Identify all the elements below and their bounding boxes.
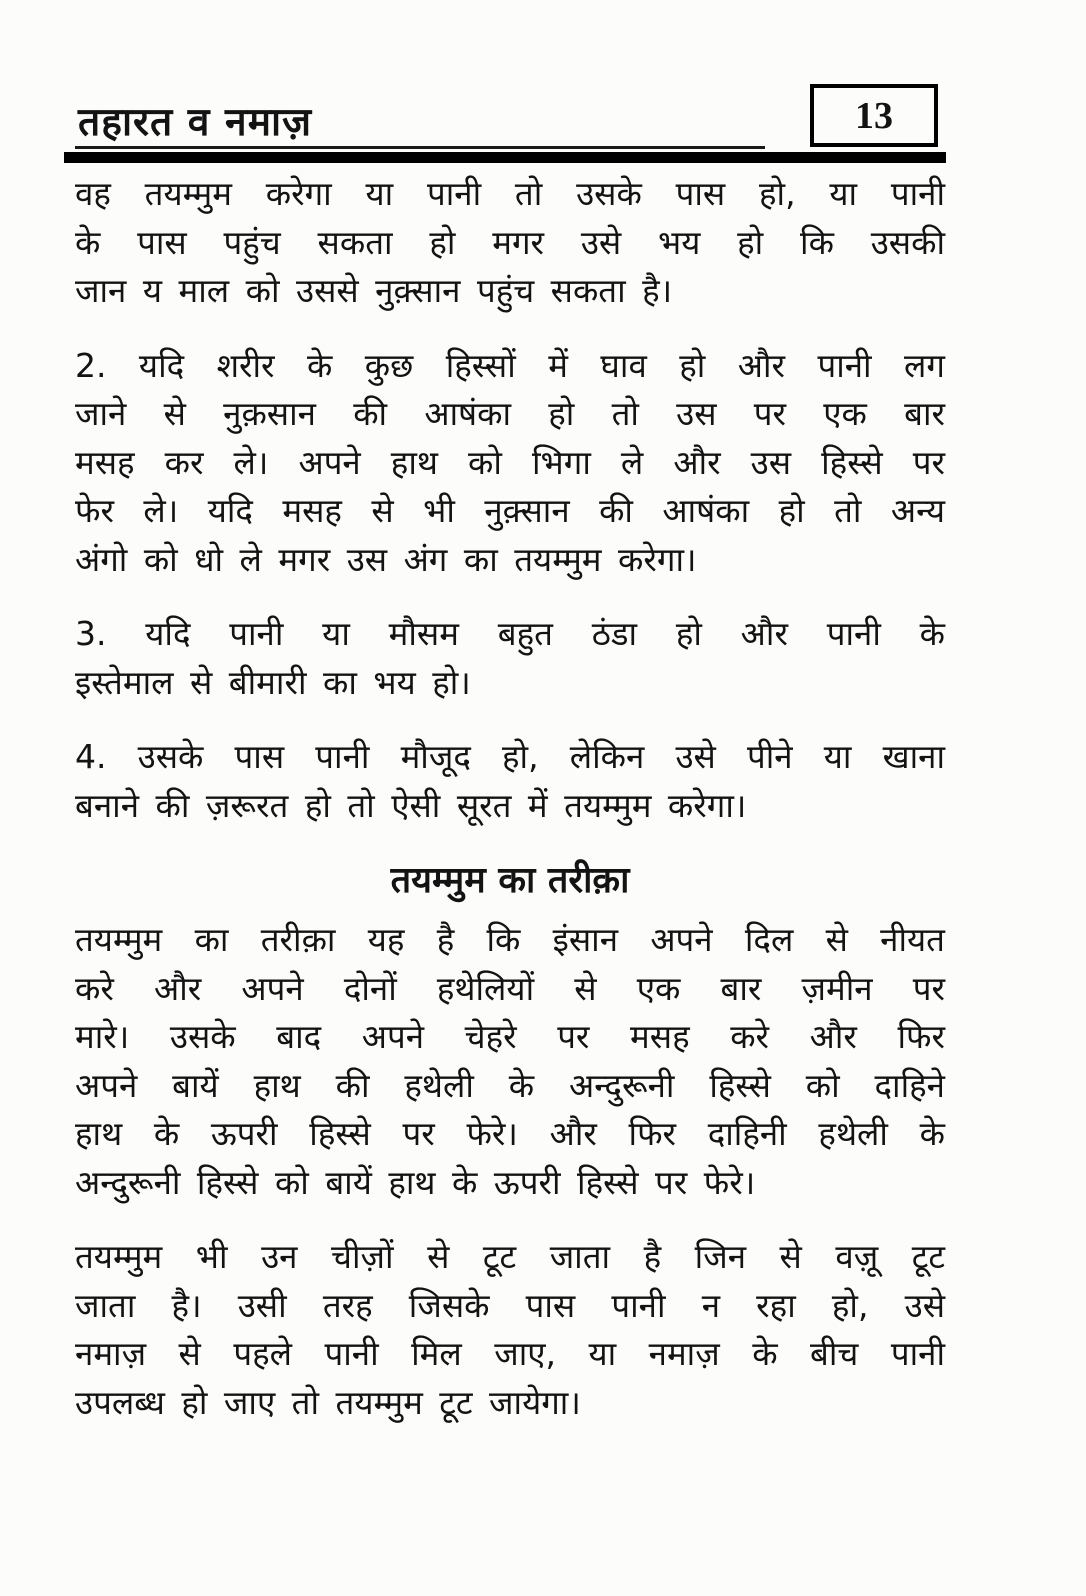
- text-line: बनाने की ज़रूरत हो तो ऐसी सूरत में तयम्मुम करेगा।: [75, 785, 747, 825]
- text-line: वह तयम्मुम करेगा या पानी तो उसके पास हो, या पानी: [75, 174, 945, 213]
- text-line: करे और अपने दोनों हथेलियों से एक बार ज़मीन पर: [75, 968, 945, 1008]
- text-line: के पास पहुंच सकता हो मगर उसे भय हो कि उसकी: [75, 222, 945, 262]
- text-line: इस्तेमाल से बीमारी का भय हो।: [75, 662, 471, 702]
- text-line: हाथ के ऊपरी हिस्से पर फेरे। और फिर दाहिनी हथेली के: [75, 1114, 945, 1153]
- text-line: तयम्मुम भी उन चीज़ों से टूट जाता है जिन से वज़ू टूट: [75, 1237, 945, 1276]
- paragraph: [75, 170, 945, 316]
- page-body: [75, 170, 945, 1453]
- text-line: जान य माल को उससे नुक़्सान पहुंच सकता है।: [75, 271, 673, 310]
- text-line: फेर ले। यदि मसह से भी नुक़्सान की आषंका हो तो अन्य: [75, 491, 945, 530]
- page-title: तहारत व नमाज़: [78, 100, 313, 145]
- text-line: जाने से नुक़सान की आषंका हो तो उस पर एक बार: [75, 394, 945, 433]
- paragraph: [75, 610, 945, 707]
- text-line: तयम्मुम का तरीक़ा यह है कि इंसान अपने दिल से नीयत: [75, 920, 945, 959]
- text-line: अपने बायें हाथ की हथेली के अन्दुरूनी हिस्से को दाहिने: [75, 1065, 945, 1105]
- paragraph: [75, 342, 945, 585]
- text-line: नमाज़ से पहले पानी मिल जाए, या नमाज़ के बीच पानी: [75, 1334, 945, 1373]
- paragraph: [75, 733, 945, 830]
- paragraph: [75, 1233, 945, 1427]
- text-line: मसह कर ले। अपने हाथ को भिगा ले और उस हिस्से पर: [75, 442, 945, 482]
- text-line: अन्दुरूनी हिस्से को बायें हाथ के ऊपरी हिस्से पर फेरे।: [75, 1162, 756, 1202]
- section-heading: तयम्मुम का तरीक़ा: [390, 860, 630, 901]
- paragraph: [75, 916, 945, 1207]
- title-underline: [75, 146, 765, 149]
- header-rule: [64, 152, 946, 163]
- text-line: अंगो को धो ले मगर उस अंग का तयम्मुम करेगा।: [75, 539, 697, 579]
- text-line: मारे। उसके बाद अपने चेहरे पर मसह करे और फिर: [75, 1017, 945, 1056]
- page-number-box: [810, 84, 938, 147]
- text-line: 3. यदि पानी या मौसम बहुत ठंडा हो और पानी के: [75, 614, 945, 653]
- text-line: 4. उसके पास पानी मौजूद हो, लेकिन उसे पीने या खाना: [75, 737, 945, 776]
- text-line: 2. यदि शरीर के कुछ हिस्सों में घाव हो और पानी लग: [75, 345, 945, 385]
- text-line: जाता है। उसी तरह जिसके पास पानी न रहा हो, उसे: [75, 1285, 945, 1325]
- page-number: 13: [855, 94, 893, 137]
- text-line: उपलब्ध हो जाए तो तयम्मुम टूट जायेगा।: [75, 1382, 581, 1422]
